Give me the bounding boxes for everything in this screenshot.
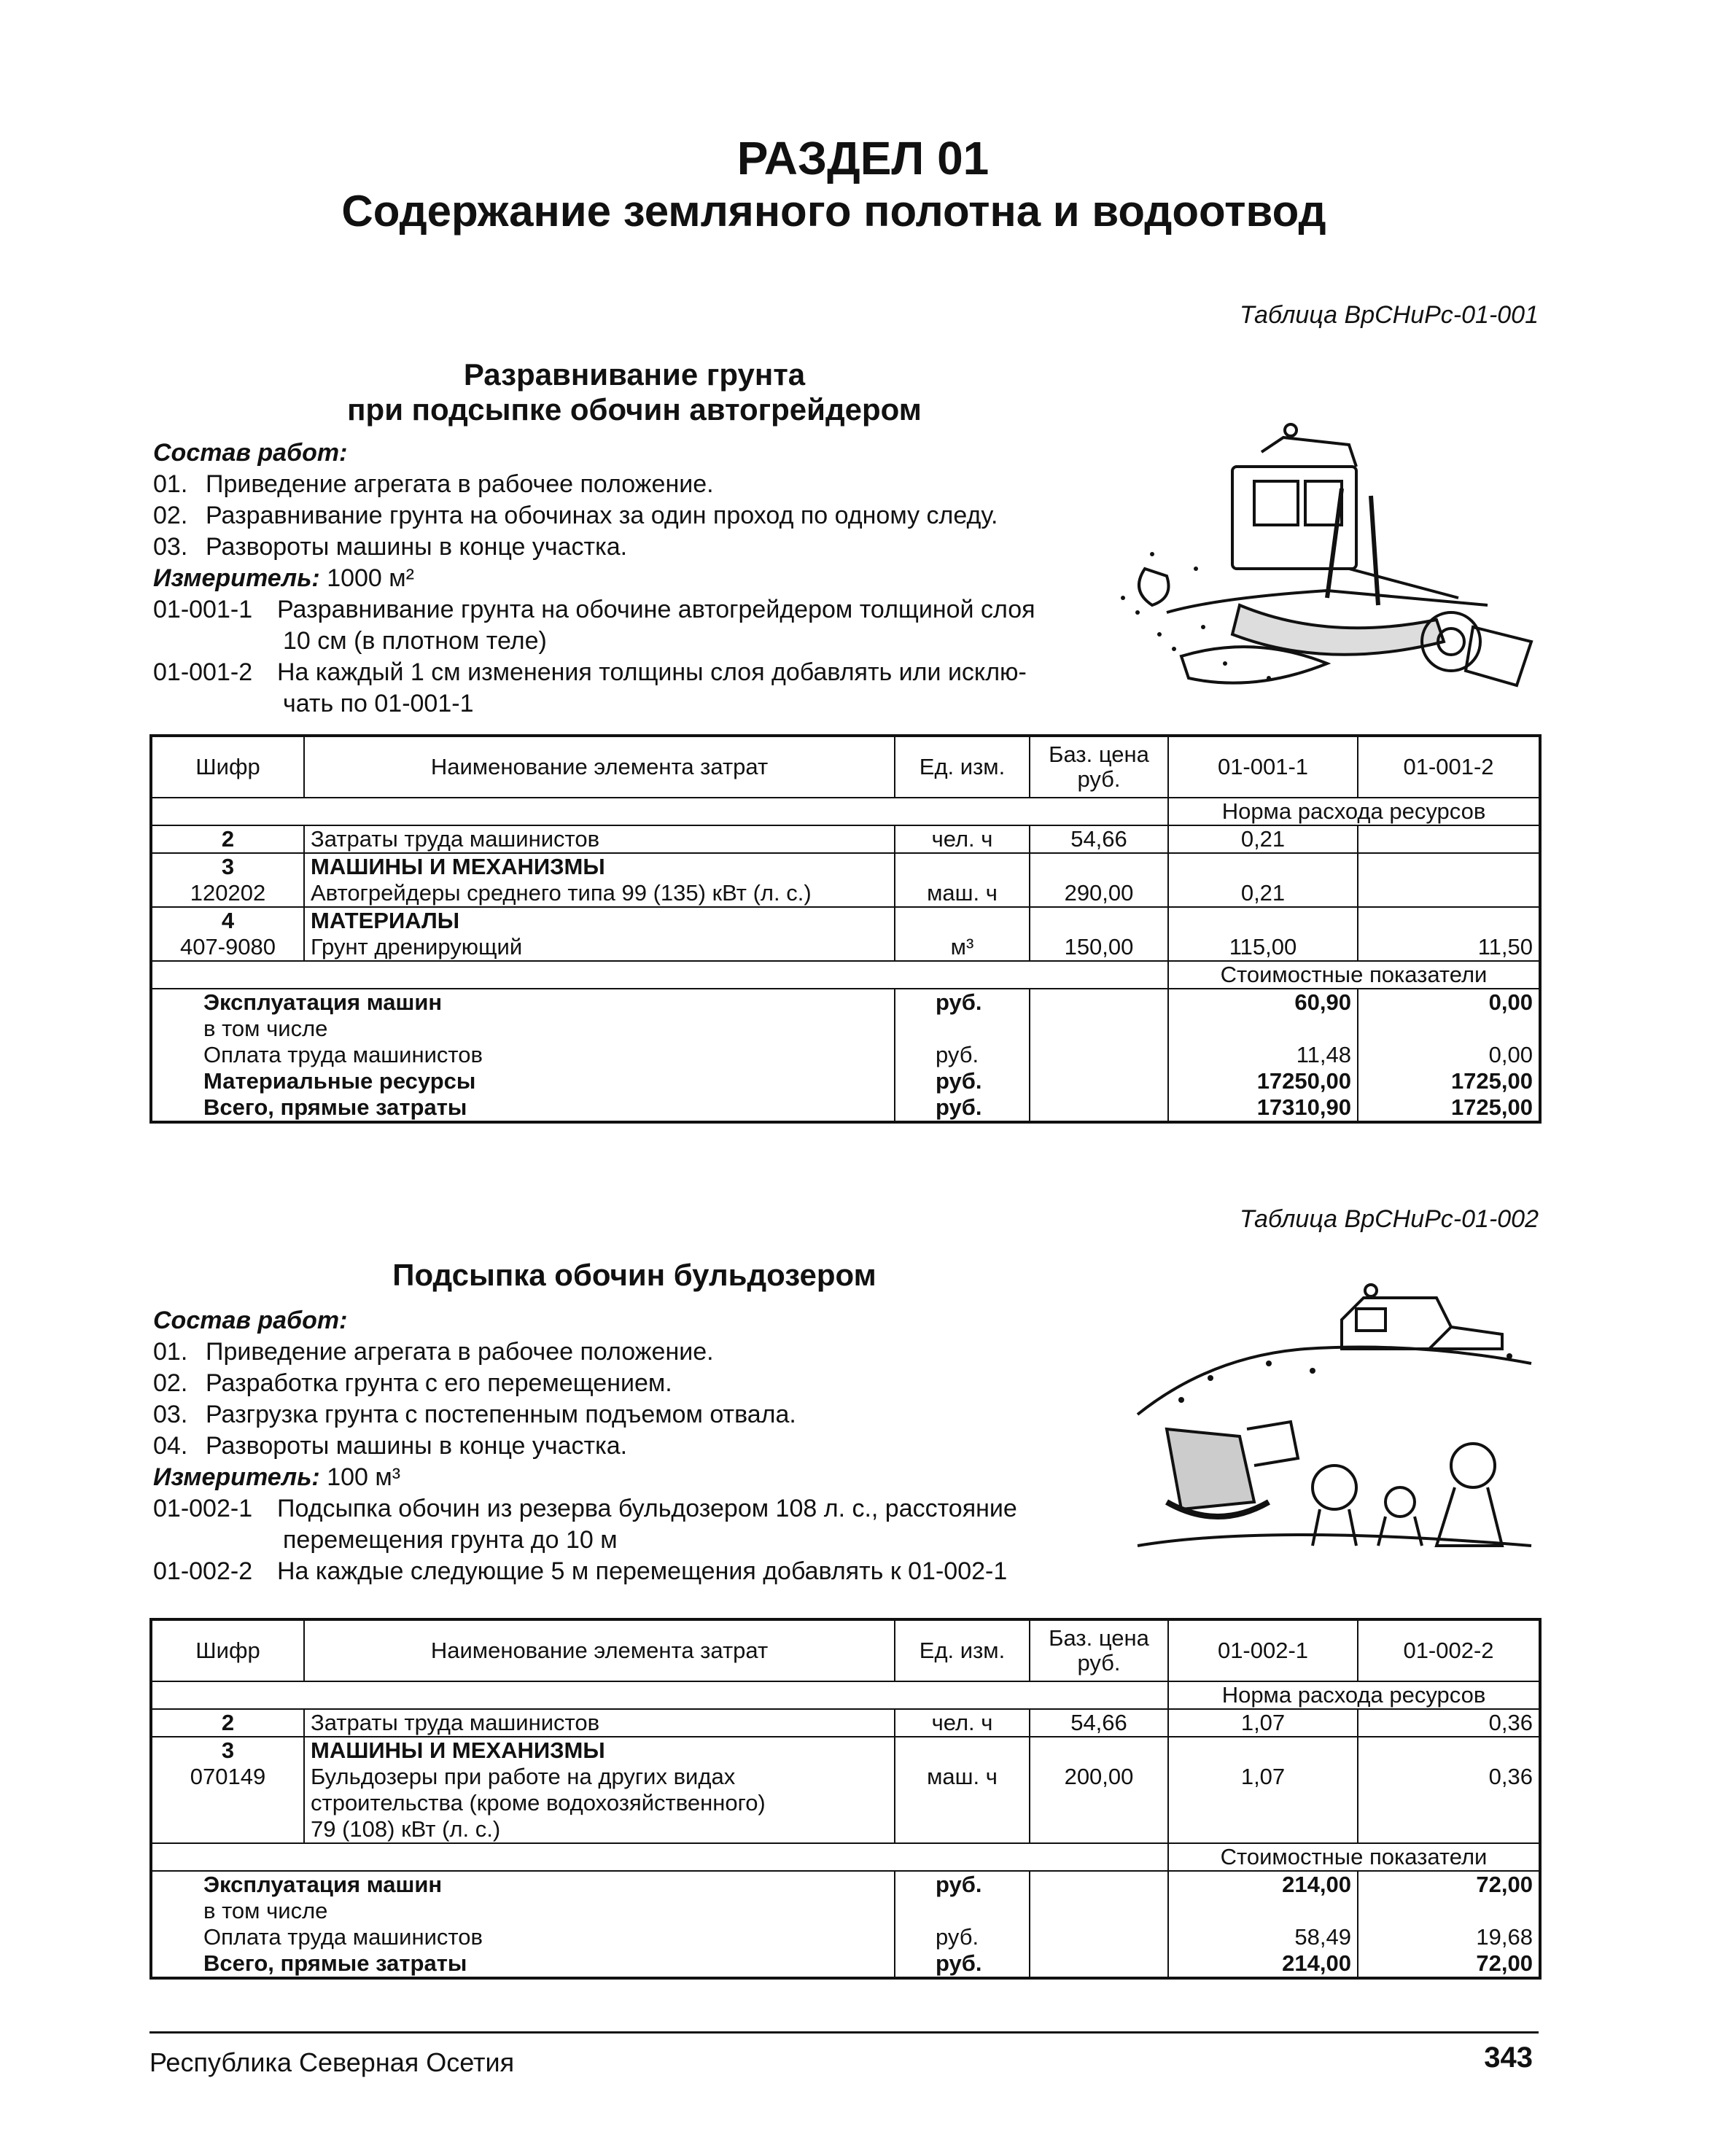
table-row: 2 Затраты труда машинистов чел. ч 54,66 0,21 [151,825,1540,853]
work-item: 03. Развороты машины в конце участка. [153,533,628,561]
cost-label-row: Стоимостные показатели [151,961,1540,989]
col-code: Шифр [151,736,304,798]
col-v2: 01-001-2 [1358,736,1540,798]
works-label: Состав работ: [153,1307,348,1334]
table1-ref: Таблица ВрСНиРс-01-001 [1239,301,1539,329]
table-row: 3 070149 МАШИНЫ И МЕХАНИЗМЫ Бульдозеры при работе на других видах строительства (кроме водохозяйственного) 79 (108) кВт (л. с.) маш. ч 200,00 1,07 0,36 [151,1737,1540,1843]
page-number: 343 [1484,2042,1533,2074]
item-line: 01-001-1 Разравнивание грунта на обочине автогрейдером толщиной слоя [153,596,1035,623]
meter: Измеритель: 100 м³ [153,1463,401,1491]
col-v2: 01-002-2 [1358,1619,1540,1681]
work-item: 01. Приведение агрегата в рабочее положение. [153,1338,714,1366]
item-line: 01-002-1 Подсыпка обочин из резерва бульдозером 108 л. с., расстояние [153,1495,1017,1522]
footer-divider [149,2031,1539,2034]
work-item: 04. Развороты машины в конце участка. [153,1432,628,1460]
item-line-cont: перемещения грунта до 10 м [283,1526,618,1554]
item-line-cont: чать по 01-001-1 [283,690,474,717]
work-item: 02. Разравнивание грунта на обочинах за один проход по одному следу. [153,502,998,529]
col-unit: Ед. изм. [895,736,1030,798]
table2-heading: Подсыпка обочин бульдозером [392,1258,876,1292]
item-line-cont: 10 см (в плотном теле) [283,627,547,655]
bulldozer-illustration [1123,1269,1546,1560]
col-v1: 01-002-1 [1168,1619,1358,1681]
table-row: 2 Затраты труда машинистов чел. ч 54,66 1,07 0,36 [151,1709,1540,1737]
col-price: Баз. цена руб. [1030,1619,1168,1681]
work-item: 03. Разгрузка грунта с постепенным подъемом отвала. [153,1401,796,1428]
col-unit: Ед. изм. [895,1619,1030,1681]
table-header [151,1619,1540,1681]
table2-ref: Таблица ВрСНиРс-01-002 [1239,1205,1539,1233]
table1-heading-line2: при подсыпке обочин автогрейдером [347,392,922,427]
col-v1: 01-001-1 [1168,736,1358,798]
col-name: Наименование элемента затрат [304,1619,895,1681]
col-code: Шифр [151,1619,304,1681]
table1-description [153,437,1130,720]
cost-block: Эксплуатация машин в том числе Оплата труда машинистов Всего, прямые затраты руб. руб. руб. 214,00 58,49 214,00 72,00 19,68 72,00 [151,1871,1540,1978]
norm-row: Норма расхода ресурсов [151,1681,1540,1709]
cost-block: Эксплуатация машин в том числе Оплата труда машинистов Материальные ресурсы Всего, прямые затраты руб. руб. руб. руб. 60,90 11,48 17250,00 17310,90 0,00 0,00 1725,00 1725,00 [151,989,1540,1122]
footer-region: Республика Северная Осетия [149,2047,515,2077]
work-item: 01. Приведение агрегата в рабочее положение. [153,470,714,498]
work-item: 02. Разработка грунта с его перемещением. [153,1369,672,1397]
table2-description [153,1305,1130,1587]
table2-resources [149,1618,1542,1980]
item-line: 01-002-2 На каждые следующие 5 м перемещения добавлять к 01-002-1 [153,1557,1008,1585]
grader-illustration [1108,423,1546,715]
table-row: 3 120202 МАШИНЫ И МЕХАНИЗМЫ Автогрейдеры среднего типа 99 (135) кВт (л. с.) маш. ч 290,00 0,21 [151,853,1540,907]
table-row: 4 407-9080 МАТЕРИАЛЫ Грунт дренирующий м³ 150,00 115,00 11,50 [151,907,1540,961]
works-label: Состав работ: [153,439,348,467]
section-subtitle: Содержание земляного полотна и водоотвод [341,187,1326,236]
section-title: РАЗДЕЛ 01 [736,132,990,184]
norm-row: Норма расхода ресурсов [151,798,1540,825]
table-header [151,736,1540,798]
cost-label-row: Стоимостные показатели [151,1843,1540,1871]
table1-resources [149,734,1542,1124]
col-name: Наименование элемента затрат [304,736,895,798]
col-price: Баз. цена руб. [1030,736,1168,798]
item-line: 01-001-2 На каждый 1 см изменения толщины слоя добавлять или исклю- [153,658,1027,686]
meter: Измеритель: 1000 м² [153,564,414,592]
table1-heading-line1: Разравнивание грунта [463,357,806,392]
